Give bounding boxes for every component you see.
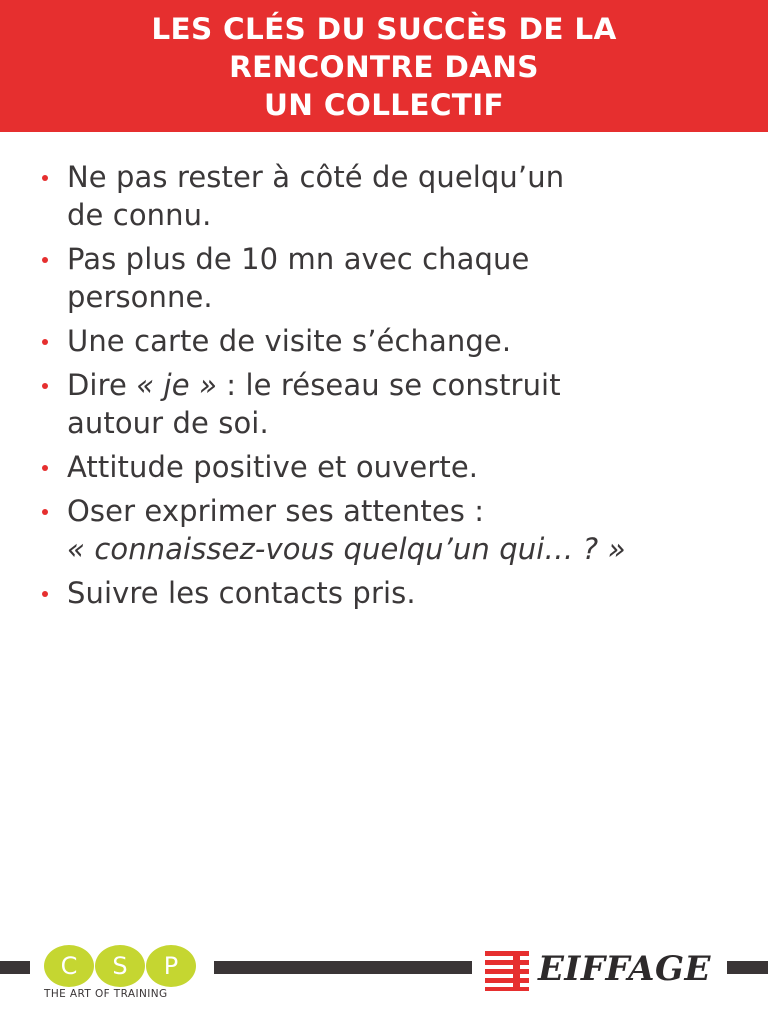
list-item-text: Ne pas rester à côté de quelqu’un (67, 160, 565, 194)
footer-divider-middle (214, 961, 472, 974)
list-item (38, 158, 753, 234)
list-item-text: Suivre les contacts pris. (67, 576, 416, 610)
title-line-2: RENCONTRE DANS (229, 50, 539, 84)
list-item (38, 492, 753, 568)
list-item (38, 448, 753, 486)
quoted-question: « connaissez-vous quelqu’un qui… ? » (67, 532, 626, 566)
list-item-text-part: : le réseau se construit (216, 368, 561, 402)
bullet-dot-icon (42, 339, 48, 345)
quoted-je: « je » (136, 368, 217, 402)
bullet-dot-icon (42, 383, 48, 389)
list-item-text (67, 530, 753, 568)
csp-letter-p: P (146, 945, 196, 987)
csp-logo-circles (44, 945, 196, 987)
list-item-text (67, 366, 753, 404)
list-item-text: de connu. (67, 198, 212, 232)
bullet-dot-icon (42, 591, 48, 597)
bullet-dot-icon (42, 509, 48, 515)
list-item-text: Pas plus de 10 mn avec chaque (67, 242, 530, 276)
list-item (38, 574, 753, 612)
list-item-text-part: Dire (67, 368, 137, 402)
eiffage-mark-icon (483, 949, 529, 991)
csp-letter-s: S (95, 945, 145, 987)
bullet-dot-icon (42, 465, 48, 471)
csp-tagline: THE ART OF TRAINING (44, 988, 168, 1000)
bullet-dot-icon (42, 175, 48, 181)
title-banner (0, 0, 768, 132)
list-item (38, 366, 753, 442)
csp-letter-c: C (44, 945, 94, 987)
list-item (38, 322, 753, 360)
eiffage-wordmark: EIFFAGE (538, 949, 711, 989)
footer-divider-right (727, 961, 768, 974)
list-item (38, 240, 753, 316)
bullet-dot-icon (42, 257, 48, 263)
tips-list (38, 158, 753, 618)
list-item-text: autour de soi. (67, 406, 269, 440)
title-line-1: LES CLÉS DU SUCCÈS DE LA (151, 12, 617, 46)
list-item-text: personne. (67, 280, 213, 314)
list-item-text: Attitude positive et ouverte. (67, 450, 479, 484)
csp-logo (42, 945, 200, 1000)
list-item-text: Oser exprimer ses attentes : (67, 494, 485, 528)
footer-divider-left (0, 961, 30, 974)
eiffage-logo (481, 944, 726, 994)
title-line-3: UN COLLECTIF (264, 88, 504, 122)
list-item-text: Une carte de visite s’échange. (67, 324, 512, 358)
